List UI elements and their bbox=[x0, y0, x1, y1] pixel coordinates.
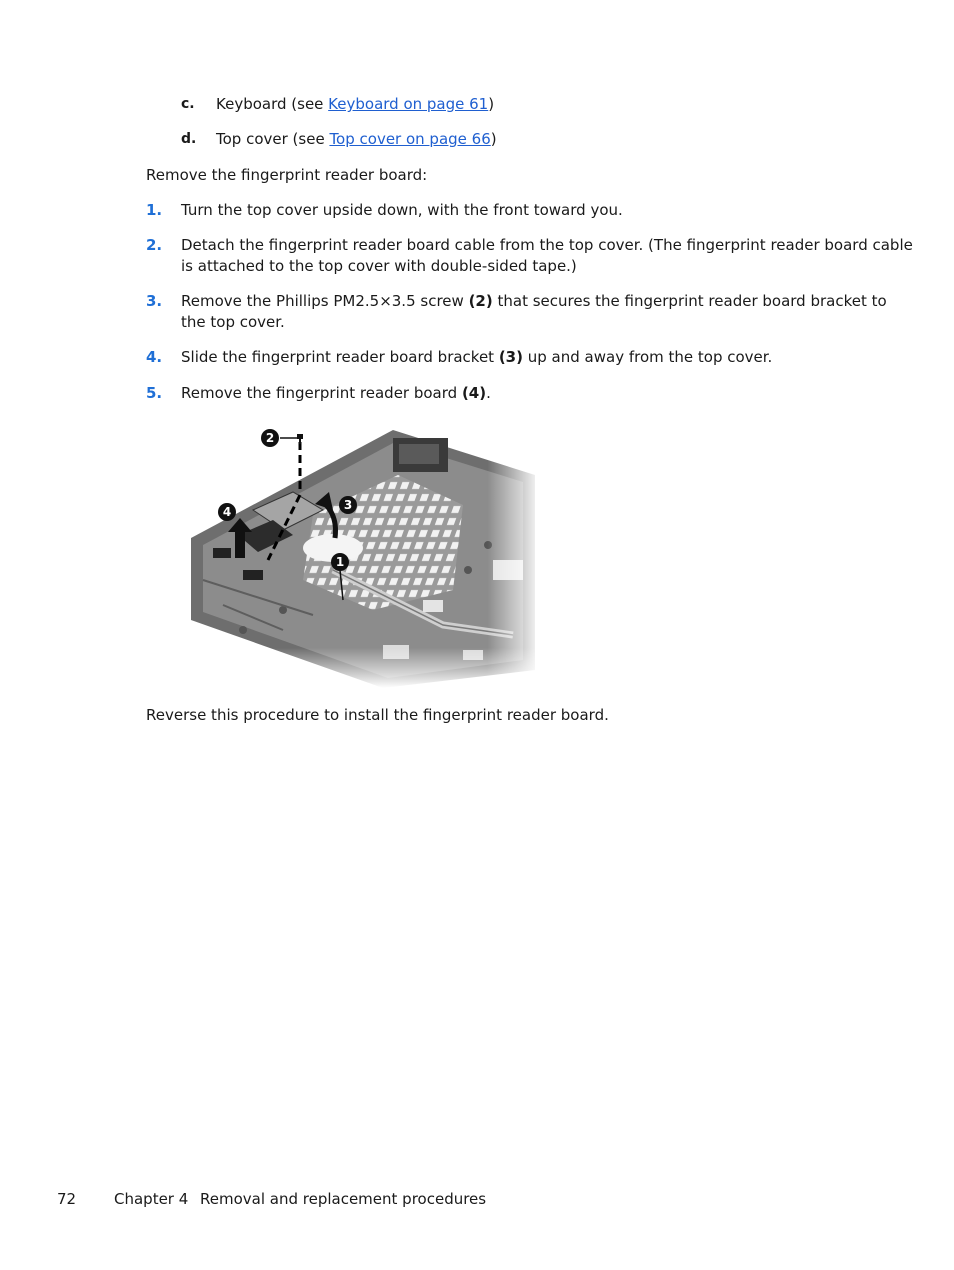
keyboard-link[interactable]: Keyboard on page 61 bbox=[328, 95, 489, 113]
step-number-2: 2. bbox=[146, 236, 163, 254]
step-text-1: Turn the top cover upside down, with the front toward you. bbox=[181, 201, 623, 219]
step-text-2-line-2: is attached to the top cover with double-sided tape.) bbox=[181, 257, 577, 275]
prereq-text: Keyboard (see bbox=[216, 95, 329, 113]
step-number-3: 3. bbox=[146, 292, 163, 310]
step-text: . bbox=[486, 384, 491, 402]
page-number: 72 bbox=[57, 1190, 77, 1208]
step-text-3-line-1 bbox=[181, 291, 887, 312]
callout-ref-3: (3) bbox=[498, 348, 523, 366]
step-text: that secures the fingerprint reader board bracket to bbox=[492, 292, 887, 310]
prereq-text-end: ) bbox=[488, 95, 495, 113]
prereq-item-keyboard bbox=[216, 94, 494, 115]
step-number-5: 5. bbox=[146, 384, 163, 402]
footer-chapter-title: Removal and replacement procedures bbox=[200, 1190, 487, 1208]
prereq-text: Top cover (see bbox=[216, 130, 330, 148]
prereq-item-top-cover bbox=[216, 129, 497, 150]
step-text: Slide the fingerprint reader board bracket bbox=[181, 348, 499, 366]
step-text: up and away from the top cover. bbox=[522, 348, 773, 366]
step-number-1: 1. bbox=[146, 201, 163, 219]
prereq-letter-d: d. bbox=[181, 131, 197, 147]
callout-ref-2: (2) bbox=[468, 292, 493, 310]
step-text: Remove the Phillips PM2.5×3.5 screw bbox=[181, 292, 469, 310]
fingerprint-reader-removal-illustration bbox=[183, 420, 541, 688]
step-text-4 bbox=[181, 347, 772, 368]
prereq-text-end: ) bbox=[490, 130, 497, 148]
procedure-intro: Remove the fingerprint reader board: bbox=[146, 166, 428, 184]
step-number-4: 4. bbox=[146, 348, 163, 366]
callout-ref-4: (4) bbox=[461, 384, 487, 402]
step-text-2-line-1: Detach the fingerprint reader board cable from the top cover. (The fingerprint reader board cable bbox=[181, 236, 913, 254]
step-text-3-line-2: the top cover. bbox=[181, 313, 285, 331]
step-text: Remove the fingerprint reader board bbox=[181, 384, 462, 402]
top-cover-link[interactable]: Top cover on page 66 bbox=[329, 130, 491, 148]
closing-note: Reverse this procedure to install the fingerprint reader board. bbox=[146, 706, 609, 724]
step-text-5 bbox=[181, 383, 491, 404]
footer-chapter: Chapter 4 bbox=[114, 1190, 189, 1208]
prereq-letter-c: c. bbox=[181, 96, 195, 112]
